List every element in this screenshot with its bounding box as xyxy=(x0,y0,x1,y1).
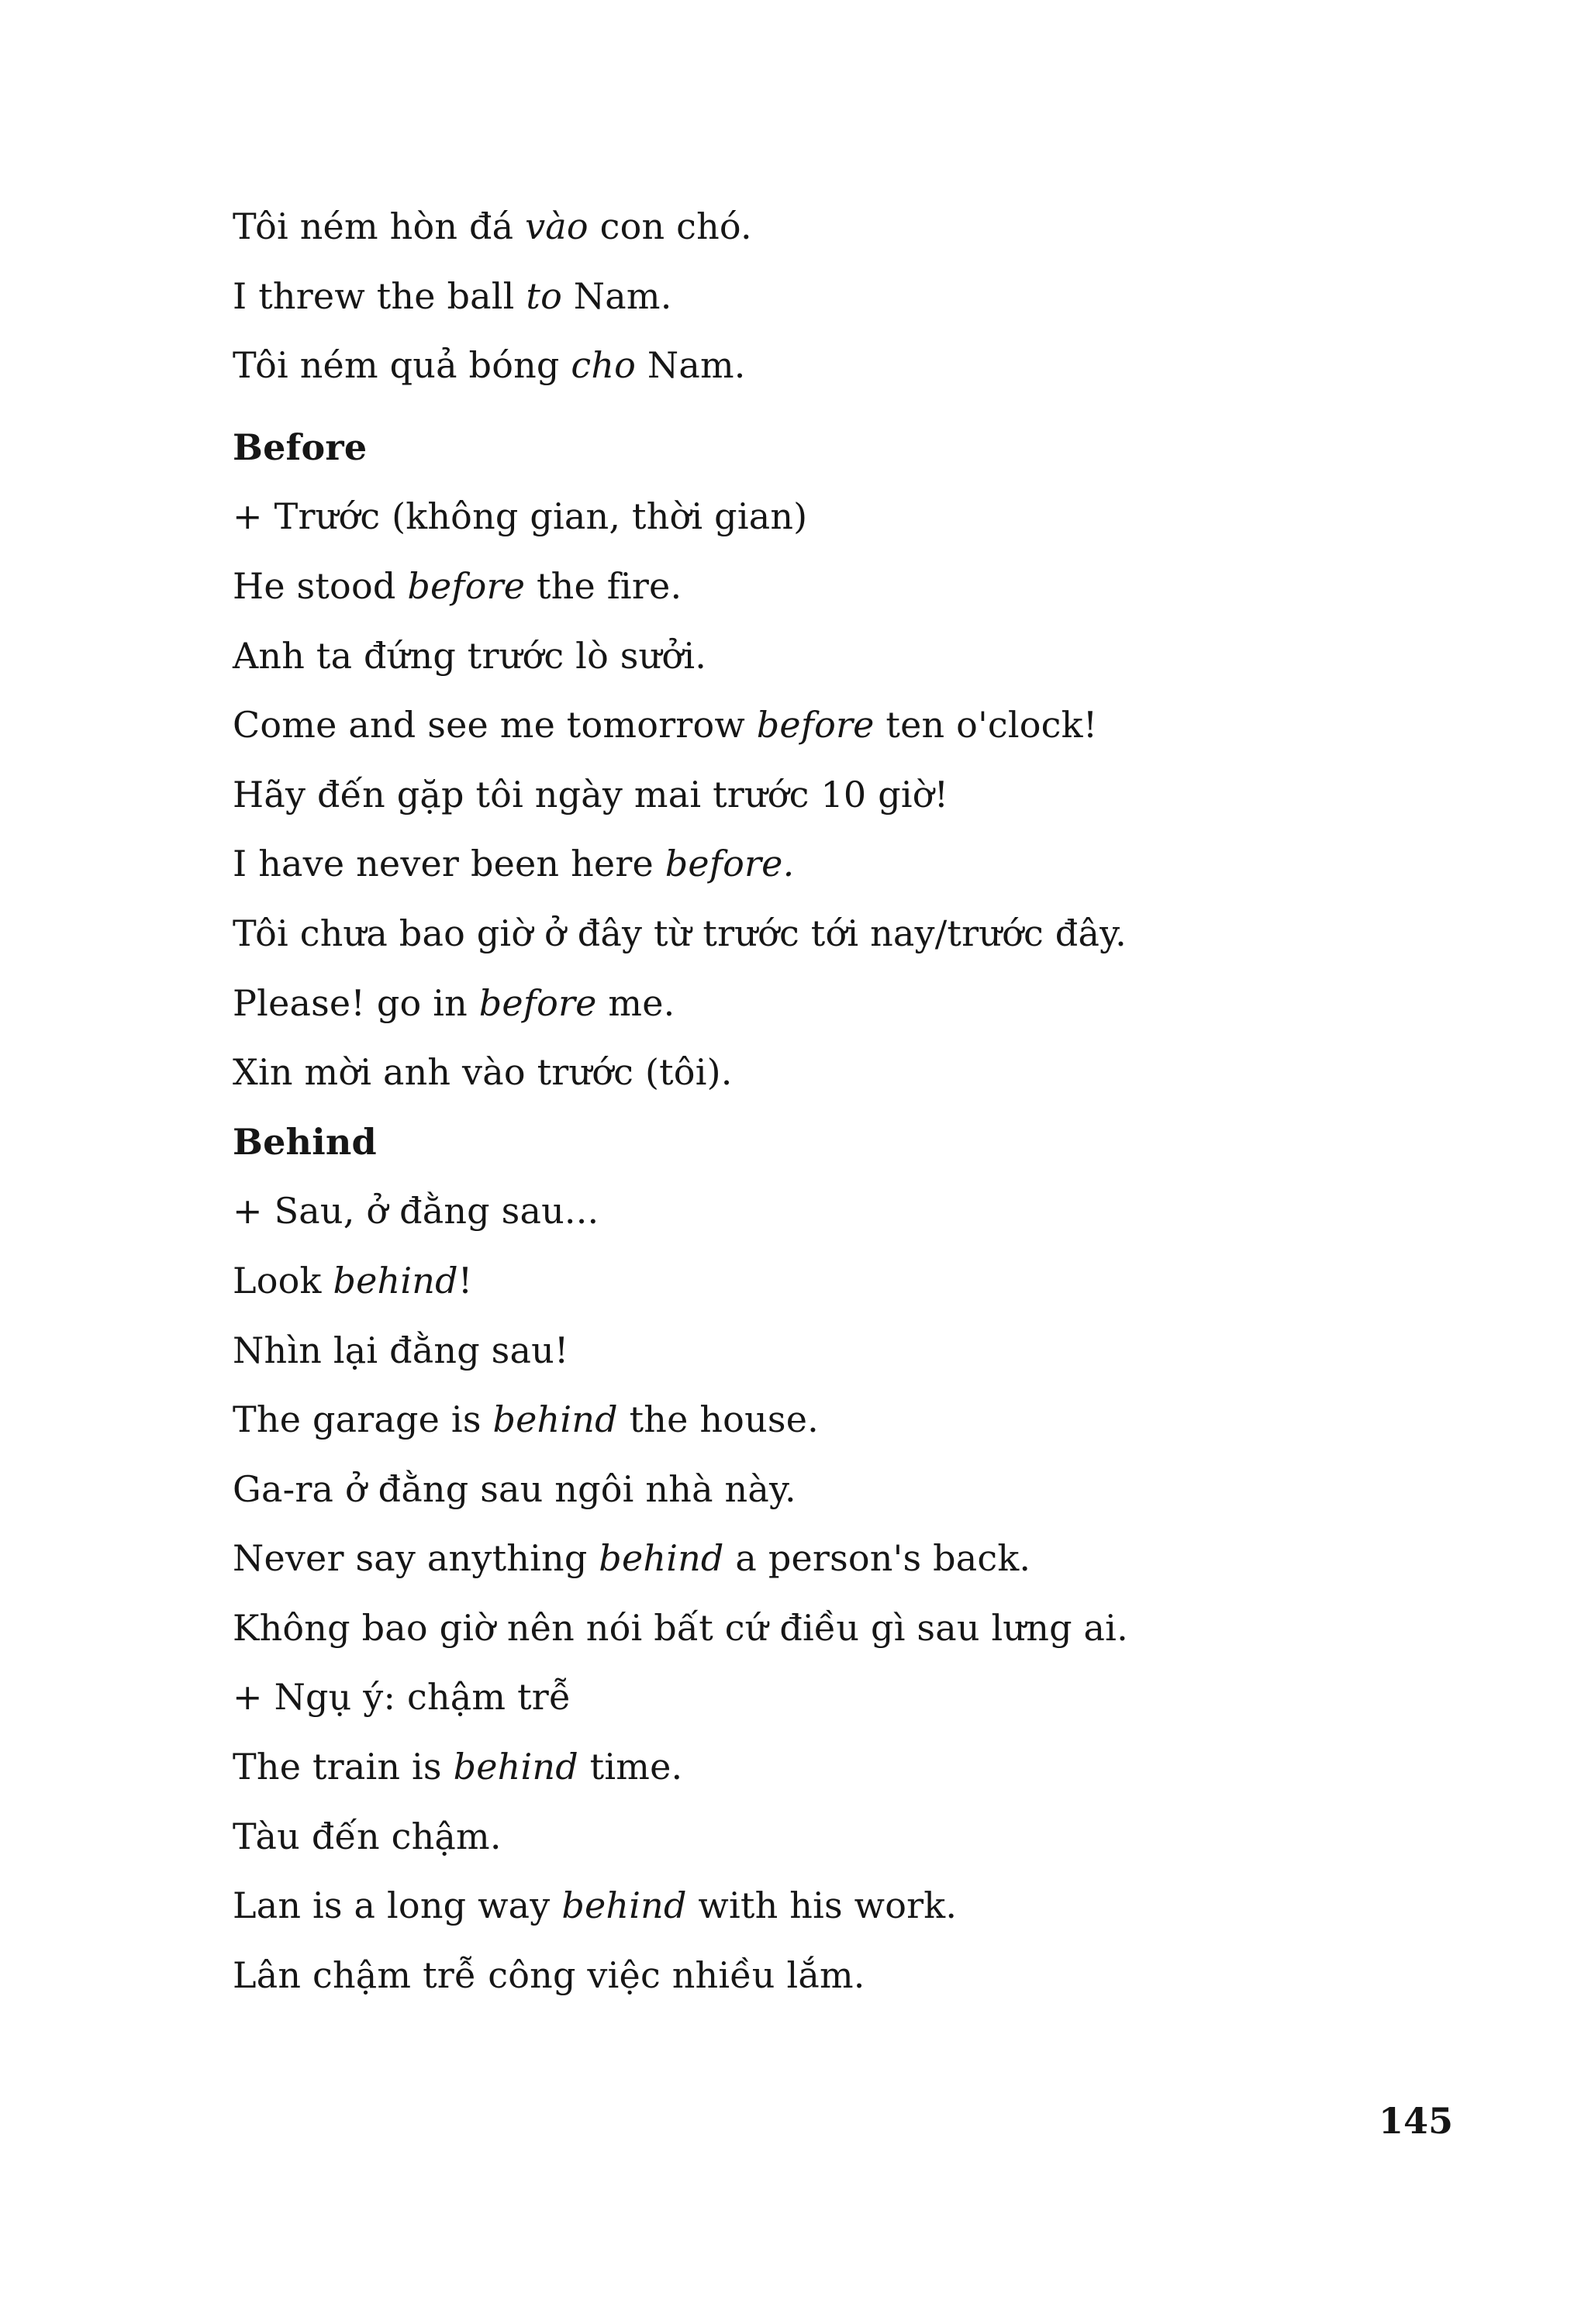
text-segment: Lân chậm trễ công việc nhiều lắm. xyxy=(233,1953,865,1996)
text-segment: I threw the ball xyxy=(233,274,526,317)
italic-term: before xyxy=(407,564,526,607)
text-segment: Nam. xyxy=(636,344,746,387)
text-segment: Xin mời anh vào trước (tôi). xyxy=(233,1051,733,1094)
text-line xyxy=(233,1941,1489,2011)
text-line xyxy=(233,691,1489,760)
text-line xyxy=(233,552,1489,622)
section-heading xyxy=(233,413,1489,483)
italic-term: before xyxy=(756,704,875,747)
text-line xyxy=(233,1802,1489,1872)
text-segment: con chó. xyxy=(588,205,752,247)
text-line xyxy=(233,1871,1489,1941)
text-line xyxy=(233,760,1489,830)
page-body xyxy=(233,192,1489,2010)
text-segment: Không bao giờ nên nói bất cứ điều gì sau lưng ai. xyxy=(233,1606,1128,1649)
text-line xyxy=(233,1316,1489,1386)
text-segment: The garage is xyxy=(233,1398,493,1441)
italic-term: before xyxy=(478,981,597,1024)
text-segment: He stood xyxy=(233,564,408,607)
text-segment: Ga-ra ở đằng sau ngôi nhà này. xyxy=(233,1467,796,1510)
text-line xyxy=(233,192,1489,262)
text-line xyxy=(233,1524,1489,1594)
text-segment: a person's back. xyxy=(723,1537,1031,1580)
text-segment: ten o'clock! xyxy=(874,704,1098,747)
text-segment: Please! go in xyxy=(233,981,479,1024)
text-segment: Nhìn lại đằng sau! xyxy=(233,1329,569,1371)
text-segment: Come and see me tomorrow xyxy=(233,704,757,747)
text-segment: Before xyxy=(233,426,368,468)
text-segment: Behind xyxy=(233,1120,377,1163)
text-segment: Tôi ném quả bóng xyxy=(233,344,571,387)
italic-term: vào xyxy=(525,205,589,247)
italic-term: behind xyxy=(333,1259,458,1302)
text-line xyxy=(233,482,1489,552)
text-segment: + Trước (không gian, thời gian) xyxy=(233,495,808,538)
text-segment: the fire. xyxy=(525,564,682,607)
text-segment: Nam. xyxy=(561,274,672,317)
text-segment: Hãy đến gặp tôi ngày mai trước 10 giờ! xyxy=(233,773,949,815)
text-line xyxy=(233,1594,1489,1664)
text-line xyxy=(233,262,1489,332)
text-segment: Tôi ném hòn đá xyxy=(233,205,526,247)
text-segment: Lan is a long way xyxy=(233,1884,562,1927)
italic-term: behind xyxy=(561,1884,687,1927)
text-segment: with his work. xyxy=(686,1884,958,1927)
text-segment: Look xyxy=(233,1259,333,1302)
italic-term: to xyxy=(526,274,562,317)
text-segment: The train is xyxy=(233,1746,454,1788)
text-line xyxy=(233,622,1489,691)
text-line xyxy=(233,899,1489,969)
text-line xyxy=(233,1663,1489,1733)
text-segment: ! xyxy=(457,1259,473,1302)
text-segment: Never say anything xyxy=(233,1537,599,1580)
text-segment: I have never been here xyxy=(233,843,665,885)
italic-term: before. xyxy=(665,843,795,885)
text-line xyxy=(233,1246,1489,1316)
italic-term: behind xyxy=(453,1746,578,1788)
text-line xyxy=(233,1733,1489,1802)
text-segment: + Ngụ ý: chậm trễ xyxy=(233,1676,571,1719)
page-number: 145 xyxy=(1378,2100,1453,2142)
italic-term: behind xyxy=(599,1537,724,1580)
text-line xyxy=(233,1177,1489,1246)
text-segment: me. xyxy=(596,981,675,1024)
text-line xyxy=(233,1455,1489,1525)
text-segment: time. xyxy=(578,1746,683,1788)
text-segment: the house. xyxy=(617,1398,819,1441)
text-line xyxy=(233,829,1489,899)
section-heading xyxy=(233,1108,1489,1178)
text-line xyxy=(233,1038,1489,1108)
text-segment: Tàu đến chậm. xyxy=(233,1815,502,1857)
text-line xyxy=(233,969,1489,1039)
text-line xyxy=(233,1385,1489,1455)
text-segment: Tôi chưa bao giờ ở đây từ trước tới nay/trước đây. xyxy=(233,912,1127,954)
italic-term: behind xyxy=(492,1398,618,1441)
italic-term: cho xyxy=(571,344,637,387)
text-segment: Anh ta đứng trước lò sưởi. xyxy=(233,634,707,677)
text-segment: + Sau, ở đằng sau... xyxy=(233,1190,599,1233)
text-line xyxy=(233,331,1489,401)
